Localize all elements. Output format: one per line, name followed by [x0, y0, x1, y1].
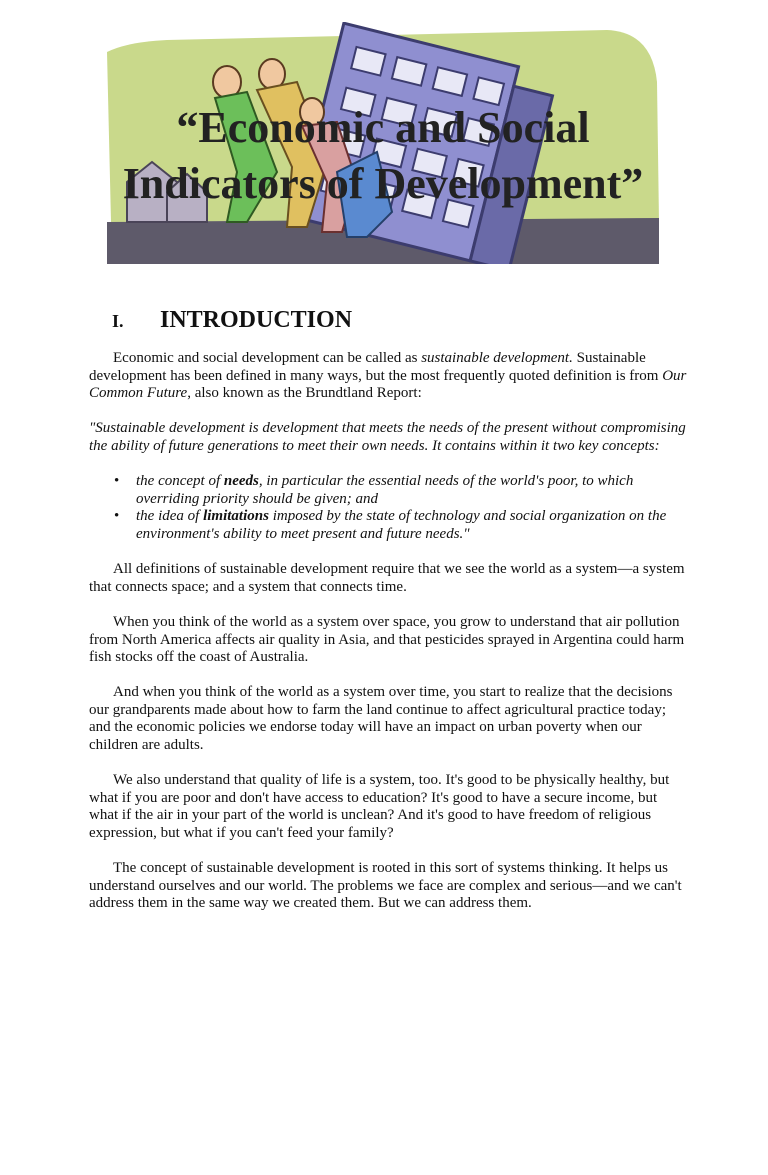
body-paragraph: All definitions of sustainable development require that we see the world as a system—a system that connects space; and a system that connects time. — [89, 561, 685, 595]
intro-emphasis: sustainable development. — [421, 350, 573, 366]
definition-quote: "Sustainable development is development that meets the needs of the present without compromising the ability of future generations to meet their own needs. It contains within it two key concepts: — [89, 420, 686, 454]
bullet-keyword: needs — [223, 473, 259, 490]
bullet-keyword: limitations — [203, 508, 269, 525]
intro-text-a: Economic and social development can be called as — [113, 350, 422, 366]
body-paragraph: When you think of the world as a system over space, you grow to understand that air pollution from North America affects air quality in Asia, and that pesticides sprayed in Argentina could harm fish stocks off the coast of Australia. — [89, 613, 685, 666]
bullet-text: the concept of — [136, 473, 224, 490]
intro-text-c: , also known as the Brundtland Report: — [187, 385, 422, 402]
title-line-1: “Economic and Social — [176, 103, 590, 152]
bullet-text: imposed by the state of technology and social organization on the environment's ability to meet present and future needs." — [136, 508, 667, 542]
title-line-2: Indicators of Development” — [122, 159, 644, 208]
document-title — [107, 100, 659, 212]
bullet-text: the idea of — [136, 508, 204, 525]
list-item — [136, 508, 689, 543]
body-paragraph: The concept of sustainable development is rooted in this sort of systems thinking. It helps us understand ourselves and our world. The problems we face are complex and serious—and we can't address them in the same way we created them. But we can address them. — [89, 860, 682, 912]
bullet-text: , in particular the essential needs of the world's poor, to which overriding priority should be given; and — [136, 473, 634, 507]
body-paragraph: We also understand that quality of life is a system, too. It's good to be physically healthy, but what if you are poor and don't have access to education? It's good to have a secure income, but what if the air in your part of the world is unclean? And it's good to have freedom of religious expression, but what if you can't feed your family? — [89, 772, 670, 842]
intro-paragraph — [89, 350, 689, 403]
title-banner — [107, 22, 659, 264]
intro-source-title: Our Common Future — [89, 367, 687, 402]
list-item — [136, 473, 689, 508]
section-title: INTRODUCTION — [160, 307, 353, 333]
document-body — [89, 350, 689, 931]
intro-text-b: Sustainable development has been defined in many ways, but the most frequently quoted definition is from — [89, 350, 663, 384]
section-heading — [112, 305, 352, 336]
body-paragraph: And when you think of the world as a system over time, you start to realize that the decisions our grandparents made about how to farm the land continue to affect agricultural practice today; and the economic policies we endorse today will have an impact on urban poverty when our children are adults. — [89, 684, 673, 754]
key-concepts-list — [89, 473, 689, 543]
section-number: I. — [112, 311, 124, 331]
